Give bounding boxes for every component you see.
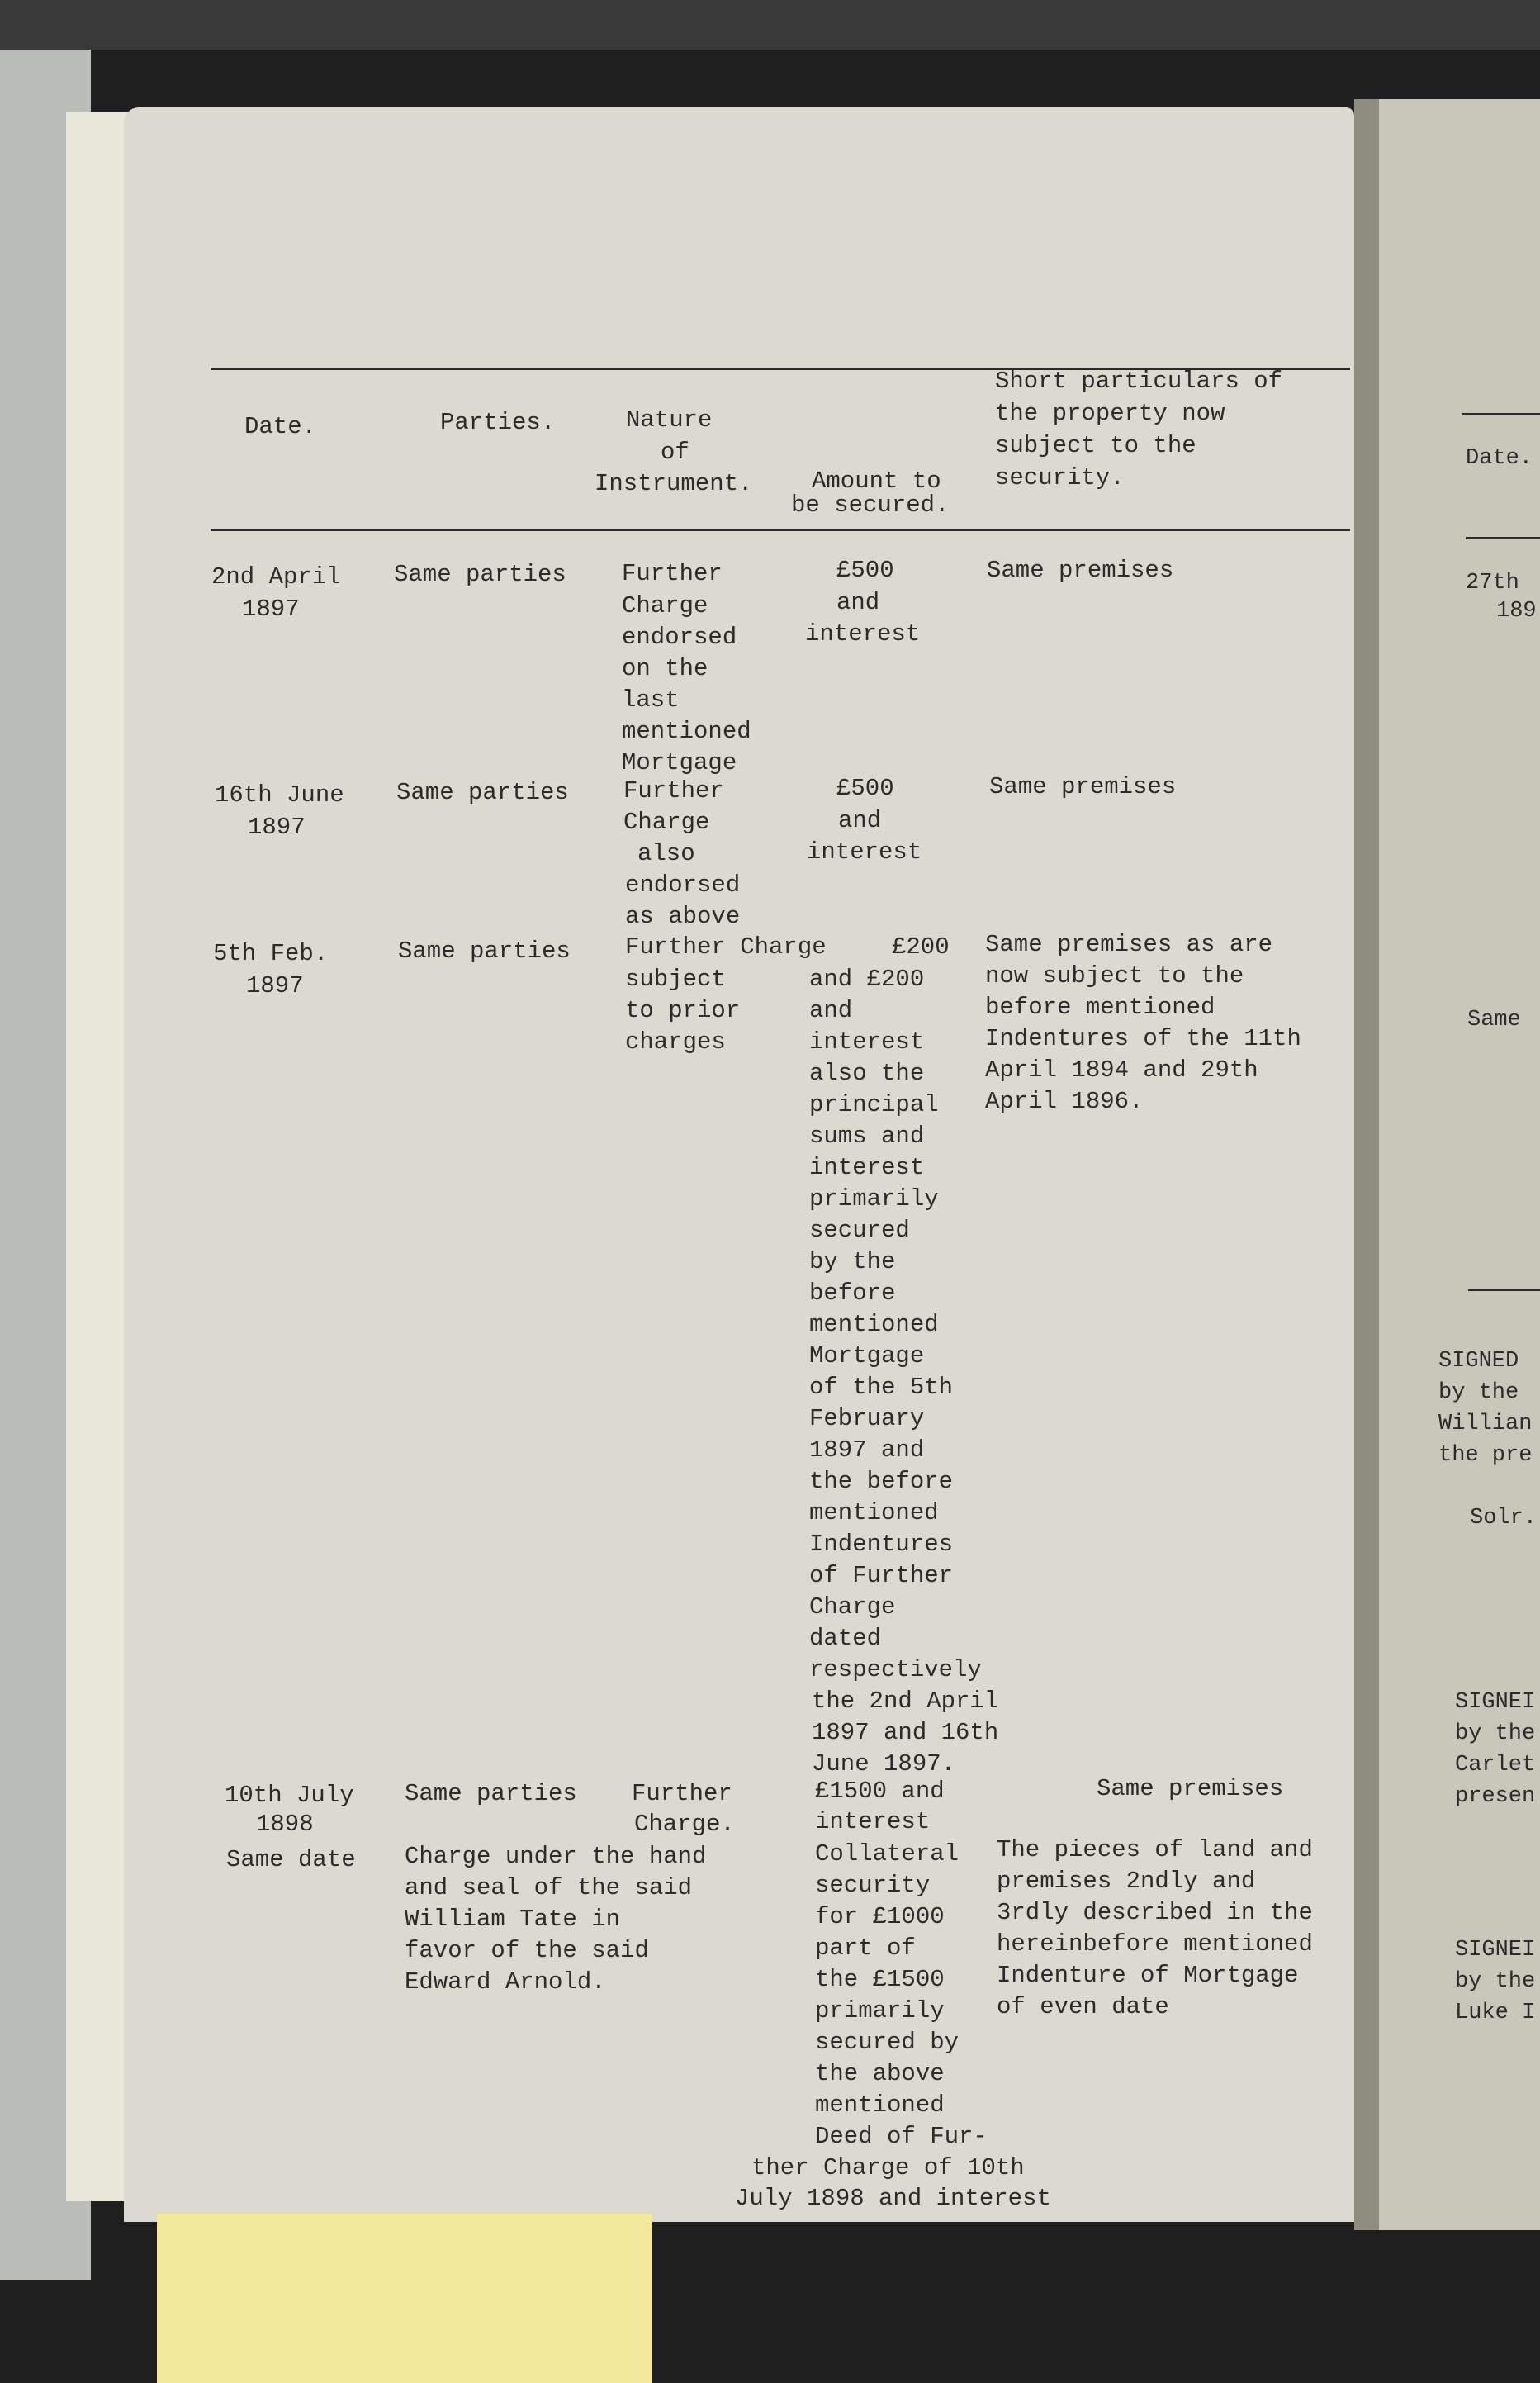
- row5-particulars-3: 3rdly described in the: [997, 1899, 1313, 1926]
- row5-date: Same date: [226, 1846, 356, 1873]
- book-gutter: [1354, 99, 1379, 2230]
- row4-parties: Same parties: [405, 1780, 577, 1807]
- row3-amount-21: of Further: [809, 1562, 954, 1589]
- row1-nature-3: endorsed: [622, 624, 737, 651]
- signed-block-1-line-4: the pre: [1438, 1443, 1533, 1468]
- row3-nature-4: charges: [625, 1028, 726, 1056]
- row5-amount-9: mentioned: [815, 2091, 945, 2119]
- row4-nature-1: Further: [632, 1780, 732, 1807]
- row3-amount-17: 1897 and: [809, 1436, 925, 1464]
- row3-nature-3: to prior: [625, 997, 741, 1024]
- row5-amount-3: for £1000: [815, 1903, 945, 1930]
- row1-nature-6: mentioned: [622, 718, 751, 745]
- row3-amount-15: of the 5th: [809, 1374, 954, 1401]
- row1-date-2: 1897: [242, 596, 300, 623]
- row3-amount-2: and £200: [809, 966, 925, 993]
- row3-particulars-5: April 1894 and 29th: [985, 1056, 1258, 1084]
- row2-date-2: 1897: [248, 814, 306, 841]
- header-nature-3: Instrument.: [595, 470, 753, 497]
- row1-particulars: Same premises: [987, 557, 1174, 584]
- row5-amount-10: Deed of Fur-: [815, 2123, 988, 2150]
- right-page-rule-lower: [1468, 1289, 1540, 1291]
- row2-nature-4: endorsed: [625, 871, 741, 899]
- signed-block-1-line-2: by the: [1438, 1380, 1519, 1405]
- row3-amount-10: secured: [809, 1217, 910, 1244]
- facing-page: [1375, 99, 1540, 2230]
- row3-amount-13: mentioned: [809, 1311, 939, 1338]
- page-edges: [66, 112, 132, 2201]
- row3-amount-5: also the: [809, 1060, 925, 1087]
- row3-amount-4: interest: [809, 1028, 925, 1056]
- row5-particulars-5: Indenture of Mortgage: [997, 1962, 1299, 1989]
- row5-amount-8: the above: [815, 2060, 945, 2087]
- row3-nature-2: subject: [625, 966, 726, 993]
- row1-parties: Same parties: [394, 561, 566, 588]
- row5-amount-2: security: [815, 1872, 931, 1899]
- row3-particulars-4: Indentures of the 11th: [985, 1025, 1301, 1052]
- row2-particulars: Same premises: [989, 773, 1177, 800]
- header-nature-1: Nature: [626, 406, 713, 434]
- row5-parties-4: favor of the said: [405, 1937, 649, 1964]
- sticky-note: [157, 2214, 652, 2383]
- row3-amount-24: respectively: [809, 1656, 982, 1683]
- row3-amount-3: and: [809, 997, 853, 1024]
- signed-block-3-line-3: Luke I: [1455, 2001, 1536, 2025]
- signed-block-2-line-1: SIGNEI: [1455, 1690, 1536, 1715]
- row3-date-2: 1897: [246, 972, 304, 999]
- row5-particulars-2: premises 2ndly and: [997, 1868, 1256, 1895]
- row3-particulars-1: Same premises as are: [985, 931, 1273, 958]
- row5-parties-2: and seal of the said: [405, 1874, 693, 1901]
- row3-amount-9: primarily: [809, 1185, 939, 1213]
- row2-nature-5: as above: [625, 903, 741, 930]
- row1-date-1: 2nd April: [211, 563, 341, 591]
- row5-amount-5: the £1500: [815, 1966, 945, 1993]
- row3-amount-20: Indentures: [809, 1531, 954, 1558]
- row5-amount-11: ther Charge of 10th: [751, 2154, 1025, 2181]
- row4-date-1: 10th July: [225, 1782, 354, 1809]
- row3-particulars-6: April 1896.: [985, 1088, 1144, 1115]
- right-page-rule-top: [1462, 413, 1540, 415]
- row5-amount-4: part of: [815, 1934, 916, 1962]
- row3-particulars-3: before mentioned: [985, 994, 1215, 1021]
- row5-particulars-1: The pieces of land and: [997, 1836, 1313, 1863]
- row2-nature-3: also: [637, 840, 695, 867]
- row5-amount-12: July 1898 and interest: [735, 2185, 1051, 2212]
- signed-block-2-line-4: presen: [1455, 1784, 1536, 1809]
- row3-amount-7: sums and: [809, 1123, 925, 1150]
- row1-nature-7: Mortgage: [622, 749, 737, 776]
- row3-date-1: 5th Feb.: [213, 940, 329, 967]
- row3-amount-8: interest: [809, 1154, 925, 1181]
- header-particulars-4: security.: [995, 464, 1125, 491]
- header-particulars-2: the property now: [995, 400, 1225, 427]
- row4-amount-1: £1500 and: [815, 1778, 945, 1805]
- row1-amount-2: and: [836, 589, 880, 616]
- row4-particulars: Same premises: [1097, 1775, 1284, 1802]
- signed-block-3-line-2: by the: [1455, 1969, 1536, 1994]
- row4-amount-2: interest: [815, 1808, 931, 1835]
- row3-particulars-2: now subject to the: [985, 962, 1244, 990]
- right-page-rule-bottom: [1466, 537, 1540, 539]
- row4-nature-2: Charge.: [634, 1811, 735, 1838]
- row1-nature-5: last: [622, 686, 680, 714]
- row2-amount-1: £500: [836, 775, 894, 802]
- row3-amount-14: Mortgage: [809, 1342, 925, 1370]
- header-particulars-1: Short particulars of: [995, 368, 1283, 395]
- row3-amount-6: principal: [809, 1091, 939, 1118]
- right-page-same: Same: [1467, 1008, 1521, 1032]
- row3-amount-11: by the: [809, 1248, 896, 1275]
- row5-parties-3: William Tate in: [405, 1906, 621, 1933]
- row1-nature-2: Charge: [622, 592, 708, 619]
- row5-amount-6: primarily: [815, 1997, 945, 2025]
- header-particulars-3: subject to the: [995, 432, 1196, 459]
- header-amount-2: be secured.: [791, 491, 950, 519]
- row3-amount-18: the before: [809, 1468, 954, 1495]
- row3-amount-25: the 2nd April: [812, 1688, 999, 1715]
- row2-amount-3: interest: [807, 838, 922, 866]
- row3-amount-22: Charge: [809, 1593, 896, 1621]
- signed-block-2-line-3: Carlet: [1455, 1753, 1536, 1778]
- signed-block-1-line-1: SIGNED: [1438, 1349, 1519, 1374]
- row1-amount-1: £500: [836, 557, 894, 584]
- row5-amount-7: secured by: [815, 2029, 960, 2056]
- header-date: Date.: [244, 413, 317, 440]
- header-amount-1: Amount to: [812, 468, 941, 495]
- row5-parties-1: Charge under the hand: [405, 1843, 707, 1870]
- header-bottom-rule: [211, 529, 1350, 531]
- row2-amount-2: and: [838, 807, 882, 834]
- row5-particulars-6: of even date: [997, 1993, 1169, 2020]
- row2-nature-1: Further: [623, 777, 724, 805]
- row4-date-2: 1898: [256, 1811, 314, 1838]
- signed-block-2-line-2: by the: [1455, 1721, 1536, 1746]
- row5-parties-5: Edward Arnold.: [405, 1968, 606, 1996]
- row5-particulars-4: hereinbefore mentioned: [997, 1930, 1313, 1958]
- row1-amount-3: interest: [805, 620, 921, 648]
- row3-parties: Same parties: [398, 938, 571, 965]
- header-nature-2: of: [661, 439, 689, 466]
- row3-amount-1: £200: [892, 933, 950, 961]
- row3-nature-1: Further Charge: [625, 933, 827, 961]
- header-parties: Parties.: [440, 409, 556, 436]
- signed-block-1-line-6: Solr.: [1470, 1506, 1538, 1531]
- row3-amount-16: February: [809, 1405, 925, 1432]
- row5-amount-1: Collateral: [815, 1840, 960, 1868]
- row3-amount-12: before: [809, 1279, 896, 1307]
- right-page-header-date: Date.: [1466, 446, 1533, 471]
- row3-amount-23: dated: [809, 1625, 882, 1652]
- row3-amount-26: 1897 and 16th: [812, 1719, 999, 1746]
- row3-amount-27: June 1897.: [812, 1750, 956, 1778]
- row2-parties: Same parties: [396, 779, 569, 806]
- row2-nature-2: Charge: [623, 809, 710, 836]
- right-page-date-2: 189: [1496, 599, 1537, 624]
- row3-amount-19: mentioned: [809, 1499, 939, 1526]
- row1-nature-1: Further: [622, 560, 723, 587]
- signed-block-3-line-1: SIGNEI: [1455, 1938, 1536, 1963]
- row2-date-1: 16th June: [215, 781, 344, 809]
- row1-nature-4: on the: [622, 655, 708, 682]
- right-page-date-1: 27th: [1466, 571, 1519, 596]
- signed-block-1-line-3: Willian: [1438, 1412, 1533, 1436]
